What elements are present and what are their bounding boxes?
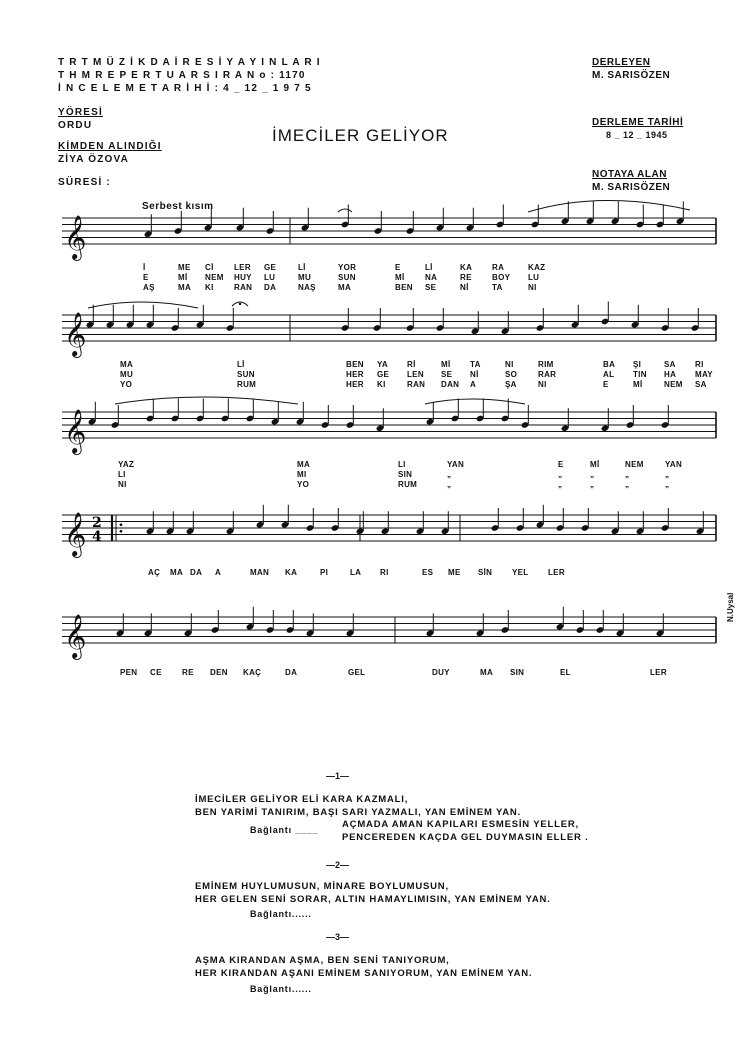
lyric-syllable: MAY — [695, 370, 713, 379]
time-signature-top: 2 — [92, 515, 102, 531]
transcriber-value: M. SARISÖZEN — [592, 182, 671, 193]
verse-1-line-2: BEN YARİMİ TANIRIM, BAŞI SARI YAZMALI, YAN EMİNEM YAN. — [195, 807, 521, 818]
lyric-syllable: RI — [695, 360, 704, 369]
lyric-syllable: Nİ — [470, 370, 479, 379]
lyric-syllable: AŞ — [143, 283, 155, 292]
lyric-syllable: LER — [548, 568, 565, 577]
lyric-syllable: NI — [505, 360, 514, 369]
verse-3-line-1: AŞMA KIRANDAN AŞMA, BEN SENİ TANIYORUM, — [195, 955, 450, 966]
lyric-syllable: SİN — [478, 568, 493, 577]
lyric-syllable: DEN — [210, 668, 228, 677]
lyric-syllable: DAN — [441, 380, 460, 389]
lyric-syllable: Mİ — [441, 360, 451, 369]
lyric-syllable: MA — [170, 568, 184, 577]
lyric-syllable: DA — [285, 668, 298, 677]
lyric-syllable: Cİ — [205, 263, 214, 272]
lyric-syllable: NI — [528, 283, 537, 292]
lyric-syllable: SIN — [510, 668, 525, 677]
verse-1-refrain — [342, 818, 589, 844]
lyric-syllable: NEM — [664, 380, 683, 389]
lyric-syllable: TA — [492, 283, 503, 292]
lyric-syllable: LER — [650, 668, 667, 677]
lyric-syllable: E — [143, 273, 149, 282]
lyric-syllable: GE — [264, 263, 277, 272]
region-value: ORDU — [58, 120, 93, 131]
lyric-syllable: RI — [380, 568, 389, 577]
lyric-syllable: RUM — [398, 480, 418, 489]
verse-2-line-2: HER GELEN SENİ SORAR, ALTIN HAMAYLIMISIN, YAN EMİNEM YAN. — [195, 894, 551, 905]
lyric-syllable: KA — [285, 568, 298, 577]
compiler-value: M. SARISÖZEN — [592, 70, 671, 81]
lyric-syllable: „ — [625, 480, 630, 489]
lyric-syllable: YO — [297, 480, 310, 489]
lyric-syllable: YAZ — [118, 460, 135, 469]
lyric-syllable: SO — [505, 370, 518, 379]
lyric-syllable: SE — [425, 283, 437, 292]
lyric-syllable: ME — [448, 568, 461, 577]
source-value: ZİYA ÖZOVA — [58, 154, 130, 165]
lyric-syllable: MA — [178, 283, 192, 292]
lyric-syllable: Lİ — [298, 263, 306, 272]
lyric-syllable: Mİ — [178, 273, 188, 282]
lyric-syllable: „ — [665, 480, 670, 489]
review-date-line: İ N C E L E M E T A R İ H İ : 4 _ 12 _ 1 9 7 5 — [58, 83, 312, 94]
lyric-syllable: MA — [120, 360, 134, 369]
lyric-syllable: Rİ — [407, 360, 416, 369]
lyric-syllable: PI — [320, 568, 329, 577]
lyric-syllable: BOY — [492, 273, 511, 282]
lyric-syllable: RA — [492, 263, 505, 272]
lyric-syllable: YO — [120, 380, 133, 389]
lyric-syllable: HER — [346, 370, 364, 379]
verse-3-refrain-label: Bağlantı...... — [250, 984, 312, 994]
lyric-syllable: DUY — [432, 668, 450, 677]
lyric-syllable: BEN — [395, 283, 413, 292]
lyric-syllable: SE — [441, 370, 453, 379]
lyric-syllable: AL — [603, 370, 615, 379]
lyric-syllable: „ — [590, 470, 595, 479]
lyric-syllable: SA — [695, 380, 707, 389]
treble-clef-icon: 𝄞 — [64, 409, 87, 453]
lyric-syllable: Nİ — [460, 283, 469, 292]
lyric-syllable: BEN — [346, 360, 364, 369]
verse-1 — [195, 793, 521, 819]
lyric-syllable: LU — [528, 273, 540, 282]
lyric-syllable: RE — [460, 273, 472, 282]
lyric-syllable: E — [603, 380, 609, 389]
verse-2-line-1: EMİNEM HUYLUMUSUN, MİNARE BOYLUMUSUN, — [195, 881, 449, 892]
treble-clef-icon: 𝄞 — [64, 215, 87, 259]
lyric-syllable: GEL — [348, 668, 366, 677]
source-label: KİMDEN ALINDIĞI — [58, 141, 162, 152]
verse-2-refrain-label: Bağlantı...... — [250, 909, 312, 919]
lyric-syllable: HER — [346, 380, 364, 389]
lyric-syllable: MA — [480, 668, 494, 677]
verse-1-refrain-label: Bağlantı ____ — [250, 825, 319, 835]
lyric-syllable: A — [470, 380, 477, 389]
refrain-line-2: PENCEREDEN KAÇDA GEL DUYMASIN ELLER . — [342, 832, 589, 843]
lyric-syllable: LI — [398, 460, 406, 469]
lyric-syllable: RUM — [237, 380, 257, 389]
lyric-syllable: CE — [150, 668, 162, 677]
verse-3-line-2: HER KIRANDAN AŞANI EMİNEM SANIYORUM, YAN EMİNEM YAN. — [195, 968, 533, 979]
lyric-syllable: ES — [422, 568, 434, 577]
lyric-syllable: YOR — [338, 263, 357, 272]
song-title: İMECİLER GELİYOR — [272, 126, 449, 145]
lyric-syllable: NI — [538, 380, 547, 389]
verse-1-number: —1— — [326, 771, 350, 781]
lyric-syllable: „ — [558, 480, 563, 489]
lyric-syllable: SUN — [338, 273, 356, 282]
verse-2 — [195, 880, 551, 906]
lyric-syllable: MU — [120, 370, 134, 379]
lyric-syllable: NAŞ — [298, 283, 316, 292]
lyric-syllable: „ — [447, 470, 452, 479]
lyric-syllable: DA — [264, 283, 277, 292]
lyric-syllable: ŞA — [505, 380, 517, 389]
compile-date-value: 8 _ 12 _ 1945 — [606, 130, 668, 140]
time-signature-bottom: 4 — [92, 529, 102, 545]
lyric-syllable: Lİ — [237, 360, 245, 369]
lyric-syllable: E — [395, 263, 401, 272]
lyric-syllable: TA — [470, 360, 481, 369]
lyric-syllable: „ — [665, 470, 670, 479]
lyric-syllable: KI — [205, 283, 214, 292]
lyric-syllable: KA — [460, 263, 473, 272]
lyric-syllable: A — [215, 568, 222, 577]
lyric-syllable: NA — [425, 273, 438, 282]
lyric-syllable: Mİ — [590, 460, 600, 469]
verse-1-line-1: İMECİLER GELİYOR ELİ KARA KAZMALI, — [195, 794, 409, 805]
lyric-syllable: RAN — [407, 380, 426, 389]
lyric-syllable: LI — [118, 470, 126, 479]
lyric-syllable: DA — [190, 568, 203, 577]
lyric-syllable: BA — [603, 360, 616, 369]
lyric-syllable: E — [558, 460, 564, 469]
compiler-label: DERLEYEN — [592, 57, 651, 68]
lyric-syllable: Lİ — [425, 263, 433, 272]
lyric-syllable: YA — [377, 360, 388, 369]
lyric-syllable: SIN — [398, 470, 413, 479]
compile-date-label: DERLEME TARİHİ — [592, 117, 684, 128]
refrain-line-1: AÇMADA AMAN KAPILARI ESMESİN YELLER, — [342, 819, 579, 830]
region-label: YÖRESİ — [58, 107, 103, 118]
verse-3-number: —3— — [326, 932, 350, 942]
lyric-syllable: KAÇ — [243, 668, 262, 677]
lyric-syllable: RAN — [234, 283, 253, 292]
lyric-syllable: İ — [143, 263, 146, 272]
lyric-syllable: GE — [377, 370, 390, 379]
lyric-syllable: KAZ — [528, 263, 546, 272]
lyric-syllable: YAN — [447, 460, 465, 469]
lyric-syllable: NI — [118, 480, 127, 489]
verse-2-number: —2— — [326, 860, 350, 870]
lyric-syllable: RAR — [538, 370, 557, 379]
tempo-marking: Serbest kısım — [142, 201, 214, 212]
lyric-syllable: EL — [560, 668, 571, 677]
duration-label: SÜRESİ : — [58, 177, 111, 188]
lyric-syllable: RIM — [538, 360, 554, 369]
lyric-syllable: MA — [297, 460, 311, 469]
lyric-syllable: MA — [338, 283, 352, 292]
lyric-syllable: NEM — [625, 460, 644, 469]
lyric-syllable: AÇ — [148, 568, 161, 577]
lyric-syllable: Mİ — [633, 380, 643, 389]
lyric-syllable: LEN — [407, 370, 424, 379]
lyric-syllable: „ — [558, 470, 563, 479]
treble-clef-icon: 𝄞 — [64, 614, 87, 658]
lyric-syllable: ŞI — [633, 360, 642, 369]
lyric-syllable: HUY — [234, 273, 252, 282]
lyric-syllable: LER — [234, 263, 251, 272]
repertoire-number-line: T H M R E P E R T U A R S I R A N o : 1170 — [58, 70, 306, 81]
treble-clef-icon: 𝄞 — [64, 512, 87, 556]
lyric-syllable: MAN — [250, 568, 270, 577]
lyric-syllable: LU — [264, 273, 276, 282]
lyric-syllable: „ — [590, 480, 595, 489]
copyist-signature: N.Uysal — [726, 592, 735, 622]
verse-3 — [195, 954, 532, 980]
transcriber-label: NOTAYA ALAN — [592, 169, 667, 180]
lyric-syllable: „ — [625, 470, 630, 479]
lyric-syllable: YEL — [512, 568, 529, 577]
lyric-syllable: MI — [297, 470, 307, 479]
lyric-syllable: PEN — [120, 668, 138, 677]
lyric-syllable: SA — [664, 360, 676, 369]
publisher-line: T R T M Ü Z İ K D A İ R E S İ Y A Y I N L A R I — [58, 57, 321, 68]
lyric-syllable: YAN — [665, 460, 683, 469]
lyric-syllable: KI — [377, 380, 386, 389]
lyric-syllable: ME — [178, 263, 191, 272]
lyric-syllable: MU — [298, 273, 312, 282]
lyric-syllable: HA — [664, 370, 677, 379]
lyric-syllable: „ — [447, 480, 452, 489]
lyric-syllable: Mİ — [395, 273, 405, 282]
lyric-syllable: TIN — [633, 370, 647, 379]
lyric-syllable: NEM — [205, 273, 224, 282]
treble-clef-icon: 𝄞 — [64, 312, 87, 356]
lyric-syllable: RE — [182, 668, 194, 677]
lyric-syllable: LA — [350, 568, 362, 577]
lyric-syllable: SUN — [237, 370, 255, 379]
